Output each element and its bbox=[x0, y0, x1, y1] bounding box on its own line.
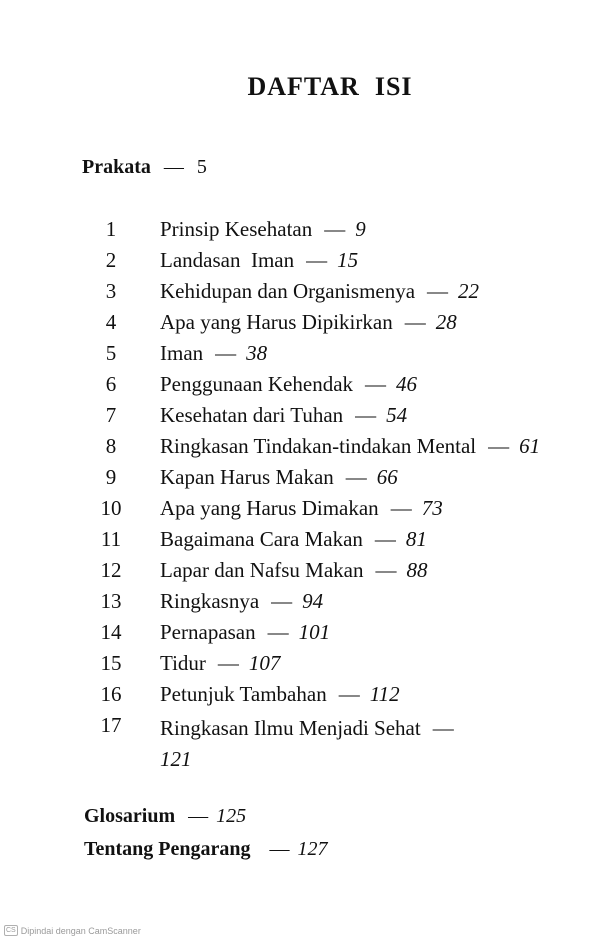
chapter-entry bbox=[160, 310, 457, 335]
chapter-row-8 bbox=[0, 434, 600, 465]
chapter-title: Penggunaan Kehendak bbox=[160, 372, 354, 396]
chapter-row-6 bbox=[0, 372, 600, 403]
chapter-title: Tidur bbox=[160, 651, 206, 675]
chapter-row-12 bbox=[0, 558, 600, 589]
chapter-number: 8 bbox=[105, 434, 117, 458]
chapter-dash: — bbox=[267, 620, 289, 644]
glossary-dash: — bbox=[188, 805, 209, 827]
chapter-row-14 bbox=[0, 620, 600, 651]
chapter-dash: — bbox=[375, 558, 397, 582]
chapter-title: Ringkasan Tindakan-tindakan Mental bbox=[160, 434, 477, 458]
chapter-row-17 bbox=[0, 713, 600, 775]
chapter-page-number: 54 bbox=[386, 403, 408, 427]
chapter-dash: — bbox=[404, 310, 426, 334]
chapter-row-2 bbox=[0, 248, 600, 279]
chapter-dash: — bbox=[390, 496, 412, 520]
chapter-page-number: 22 bbox=[458, 279, 480, 303]
chapter-row-3 bbox=[0, 279, 600, 310]
chapter-row-13 bbox=[0, 589, 600, 620]
chapter-entry bbox=[160, 527, 427, 552]
chapter-title: Kapan Harus Makan bbox=[160, 465, 334, 489]
chapter-row-9 bbox=[0, 465, 600, 496]
scanner-watermark bbox=[4, 925, 141, 936]
chapter-number: 17 bbox=[100, 713, 122, 737]
chapter-entry bbox=[160, 341, 267, 366]
chapter-row-7 bbox=[0, 403, 600, 434]
chapter-page-number: 38 bbox=[246, 341, 268, 365]
chapter-entry bbox=[160, 713, 500, 775]
chapter-dash: — bbox=[306, 248, 328, 272]
chapter-page-number: 121 bbox=[160, 747, 192, 771]
chapter-row-10 bbox=[0, 496, 600, 527]
chapter-title: Ringkasan Ilmu Menjadi Sehat bbox=[160, 716, 421, 740]
chapter-page-number: 46 bbox=[396, 372, 418, 396]
chapter-entry bbox=[160, 651, 280, 676]
chapter-number: 2 bbox=[105, 248, 117, 272]
chapter-row-11 bbox=[0, 527, 600, 558]
glossary-page-number: 125 bbox=[216, 805, 247, 827]
about-author-label: Tentang Pengarang bbox=[84, 838, 251, 860]
chapter-dash: — bbox=[432, 716, 454, 740]
chapter-page-number: 28 bbox=[435, 310, 457, 334]
chapter-dash: — bbox=[217, 651, 239, 675]
chapter-row-15 bbox=[0, 651, 600, 682]
chapter-dash: — bbox=[488, 434, 510, 458]
chapter-title: Apa yang Harus Dimakan bbox=[160, 496, 379, 520]
chapter-page-number: 66 bbox=[376, 465, 398, 489]
chapter-title: Lapar dan Nafsu Makan bbox=[160, 558, 364, 582]
chapter-title: Kesehatan dari Tuhan bbox=[160, 403, 344, 427]
preface-dash: — bbox=[163, 156, 184, 178]
chapter-row-16 bbox=[0, 682, 600, 713]
chapter-title: Iman bbox=[160, 341, 204, 365]
chapter-dash: — bbox=[215, 341, 237, 365]
chapter-list bbox=[0, 217, 600, 775]
chapter-number: 4 bbox=[105, 310, 117, 334]
chapter-number: 10 bbox=[100, 496, 122, 520]
preface-page-number: 5 bbox=[196, 156, 207, 178]
chapter-row-1 bbox=[0, 217, 600, 248]
chapter-entry bbox=[160, 620, 330, 645]
camscanner-logo-icon: CS bbox=[6, 927, 16, 934]
chapter-entry bbox=[160, 465, 398, 490]
chapter-row-4 bbox=[0, 310, 600, 341]
chapter-page-number: 94 bbox=[302, 589, 324, 613]
chapter-title: Landasan Iman bbox=[160, 248, 295, 272]
chapter-number: 3 bbox=[105, 279, 117, 303]
chapter-number: 5 bbox=[105, 341, 117, 365]
chapter-entry bbox=[160, 682, 400, 707]
chapter-entry bbox=[160, 217, 366, 242]
chapter-number: 13 bbox=[100, 589, 122, 613]
chapter-dash: — bbox=[338, 682, 360, 706]
chapter-number: 7 bbox=[105, 403, 117, 427]
chapter-dash: — bbox=[365, 372, 387, 396]
chapter-title: Prinsip Kesehatan bbox=[160, 217, 313, 241]
about-author-page-number: 127 bbox=[297, 838, 328, 860]
chapter-dash: — bbox=[355, 403, 377, 427]
scanner-text: Dipindai dengan CamScanner bbox=[20, 925, 141, 936]
chapter-dash: — bbox=[374, 527, 396, 551]
chapter-number: 15 bbox=[100, 651, 122, 675]
chapter-title: Ringkasnya bbox=[160, 589, 260, 613]
chapter-dash: — bbox=[427, 279, 449, 303]
chapter-page-number: 9 bbox=[355, 217, 366, 241]
chapter-number: 1 bbox=[105, 217, 117, 241]
glossary-entry bbox=[84, 805, 246, 828]
chapter-entry bbox=[160, 496, 443, 521]
chapter-page-number: 61 bbox=[519, 434, 541, 458]
chapter-page-number: 112 bbox=[369, 682, 400, 706]
chapter-number: 11 bbox=[100, 527, 122, 551]
chapter-dash: — bbox=[345, 465, 367, 489]
chapter-number: 6 bbox=[105, 372, 117, 396]
chapter-entry bbox=[160, 434, 540, 459]
chapter-title: Petunjuk Tambahan bbox=[160, 682, 327, 706]
chapter-entry bbox=[160, 248, 358, 273]
chapter-entry bbox=[160, 589, 323, 614]
chapter-entry bbox=[160, 558, 428, 583]
chapter-number: 14 bbox=[100, 620, 122, 644]
page-title: DAFTAR ISI bbox=[247, 72, 413, 101]
chapter-entry bbox=[160, 372, 417, 397]
chapter-page-number: 73 bbox=[421, 496, 443, 520]
chapter-page-number: 101 bbox=[298, 620, 331, 644]
chapter-page-number: 15 bbox=[337, 248, 359, 272]
chapter-page-number: 81 bbox=[405, 527, 427, 551]
preface-entry bbox=[82, 156, 207, 179]
preface-label: Prakata bbox=[82, 156, 151, 178]
about-author-dash: — bbox=[269, 838, 290, 860]
chapter-title: Pernapasan bbox=[160, 620, 256, 644]
chapter-dash: — bbox=[324, 217, 346, 241]
chapter-entry bbox=[160, 279, 479, 304]
chapter-entry bbox=[160, 403, 407, 428]
chapter-page-number: 88 bbox=[406, 558, 428, 582]
chapter-number: 16 bbox=[100, 682, 122, 706]
chapter-number: 12 bbox=[100, 558, 122, 582]
chapter-page-number: 107 bbox=[248, 651, 281, 675]
chapter-title: Apa yang Harus Dipikirkan bbox=[160, 310, 393, 334]
about-author-entry bbox=[84, 838, 328, 861]
chapter-number: 9 bbox=[105, 465, 117, 489]
chapter-title: Kehidupan dan Organismenya bbox=[160, 279, 416, 303]
chapter-dash: — bbox=[271, 589, 293, 613]
chapter-row-5 bbox=[0, 341, 600, 372]
chapter-title: Bagaimana Cara Makan bbox=[160, 527, 363, 551]
glossary-label: Glosarium bbox=[84, 805, 176, 827]
